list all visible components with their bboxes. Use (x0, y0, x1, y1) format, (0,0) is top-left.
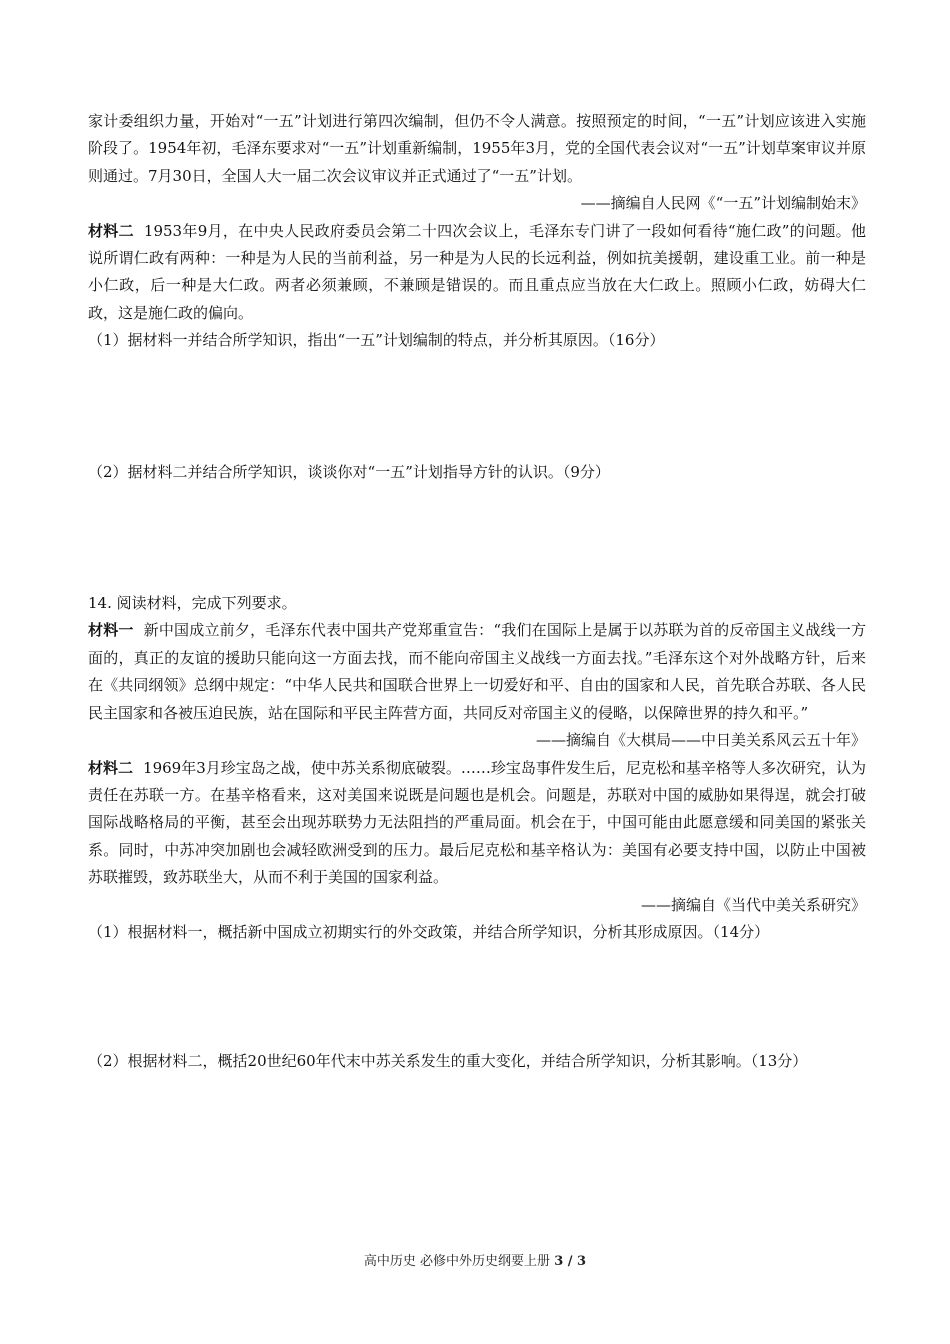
q14-material1-paragraph (88, 617, 866, 727)
question-1: （1）据材料一并结合所学知识，指出“一五”计划编制的特点，并分析其原因。（16分） (88, 331, 665, 350)
question-2: （2）据材料二并结合所学知识，谈谈你对“一五”计划指导方针的认识。（9分） (88, 462, 610, 481)
q14-question-1: （1）根据材料一，概括新中国成立初期实行的外交政策，并结合所学知识，分析其形成原因。（14分） (88, 922, 770, 941)
question-14-heading: 14. 阅读材料，完成下列要求。 (88, 594, 297, 613)
q14-material2-text: 1969年3月珍宝岛之战，使中苏关系彻底破裂。……珍宝岛事件发生后，尼克松和基辛格等人多次研究，认为责任在苏联一方。在基辛格看来，这对美国来说既是问题也是机会。问题是，苏联对中国的威胁如果得逞，就会打破国际战略格局的平衡，甚至会出现苏联势力无法阻挡的严重局面。机会在于，中国可能由此愿意缓和同美国的紧张关系。同时，中苏冲突加剧也会减轻欧洲受到的压力。最后尼克松和基辛格认为：美国有必要支持中国，以防止中国被苏联摧毁，致苏联坐大，从而不利于美国的国家利益。 (88, 758, 866, 887)
q14-material2-paragraph (88, 755, 866, 892)
answer-space (88, 946, 866, 1048)
q14-material1-text: 新中国成立前夕，毛泽东代表中国共产党郑重宣告：“我们在国际上是属于以苏联为首的反帝国主义战线一方面的，真正的友谊的援助只能向这一方面去找，而不能向帝国主义战线一方面去找。”毛泽东这个对外战略方针，后来在《共同纲领》总纲中规定：“中华人民共和国联合世界上一切爱好和平、自由的国家和人民，首先联合苏联、各人民民主国家和各被压迫民族，站在国际和平民主阵营方面，共同反对帝国主义的侵略，以保障世界的持久和平。” (88, 621, 866, 722)
page-number: 3 / 3 (554, 1254, 587, 1269)
material2-text: 1953年9月，在中央人民政府委员会第二十四次会议上，毛泽东专门讲了一段如何看待“施仁政”的问题。他说所谓仁政有两种：一种是为人民的当前利益，另一种是为人民的长远利益，例如抗美援朝，建设重工业。前一种是小仁政，后一种是大仁政。两者必须兼顾，不兼顾是错误的。而且重点应当放在大仁政上。照顾小仁政，妨碍大仁政，这是施仁政的偏向。 (88, 221, 866, 322)
page-footer (0, 1250, 950, 1269)
q14-material1-source: ——摘编自《大棋局——中日美关系风云五十年》 (535, 731, 866, 750)
q14-material2-source: ——摘编自《当代中美关系研究》 (640, 895, 866, 914)
material1-source: ——摘编自人民网《“一五”计划编制始末》 (580, 194, 866, 213)
q14-material2-label: 材料二 (88, 758, 134, 777)
footer-title: 高中历史 必修中外历史纲要上册 (363, 1254, 551, 1269)
material1-continuation: 家计委组织力量，开始对“一五”计划进行第四次编制，但仍不令人满意。按照预定的时间，“一五”计划应该进入实施阶段了。1954年初，毛泽东要求对“一五”计划重新编制，1955年3月，党的全国代表会议对“一五”计划草案审议并原则通过。7月30日，全国人大一届二次会议审议并正式通过了“一五”计划。 (88, 112, 866, 185)
document-body (88, 108, 866, 1076)
q14-question-2: （2）根据材料二，概括20世纪60年代末中苏关系发生的重大变化，并结合所学知识，分析其影响。（13分） (88, 1052, 808, 1071)
q14-material1-label: 材料一 (88, 621, 134, 640)
answer-space (88, 486, 866, 590)
material2-paragraph (88, 218, 866, 328)
material2-label: 材料二 (88, 221, 134, 240)
answer-space (88, 355, 866, 459)
